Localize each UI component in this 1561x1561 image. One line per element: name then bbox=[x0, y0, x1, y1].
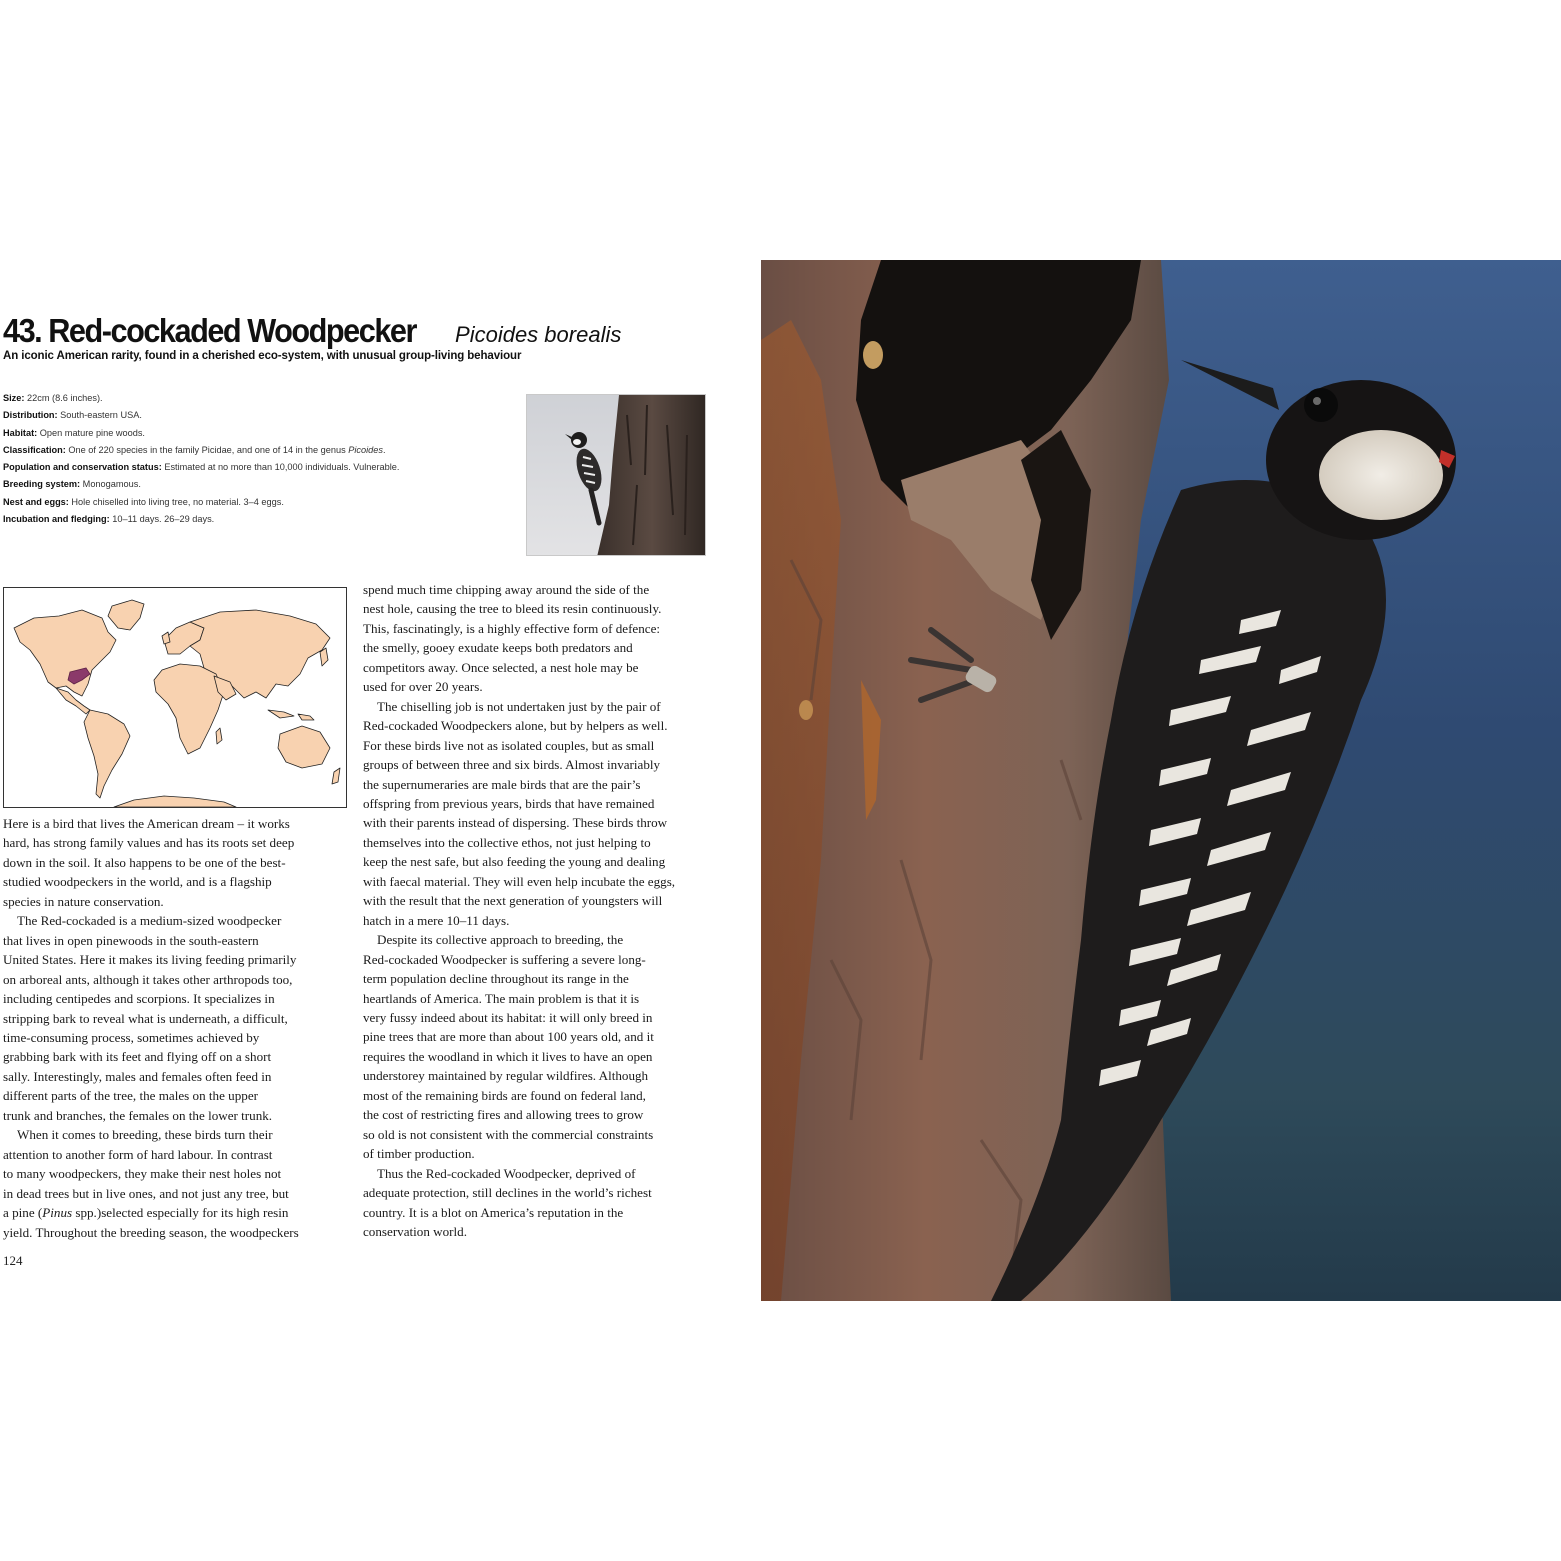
fact-value: 22cm (8.6 inches). bbox=[27, 393, 103, 403]
body-line: When it comes to breeding, these birds turn their bbox=[17, 1127, 273, 1143]
body-line: very fussy indeed about its habitat: it will only breed in bbox=[363, 1009, 653, 1025]
species-subtitle: An iconic American rarity, found in a cherished eco-system, with unusual group-living behaviour bbox=[3, 350, 522, 362]
left-page bbox=[0, 0, 760, 1561]
distribution-map bbox=[3, 587, 347, 808]
fact-label: Distribution: bbox=[3, 410, 58, 421]
body-line: country. It is a blot on America’s reputation in the bbox=[363, 1204, 624, 1220]
body-line: Red-cockaded Woodpeckers alone, but by helpers as well. bbox=[363, 718, 668, 734]
body-line: on arboreal ants, although it takes other arthropods too, bbox=[3, 971, 293, 987]
page-number: 124 bbox=[3, 1253, 23, 1268]
fact-label: Incubation and fledging: bbox=[3, 514, 110, 525]
fact-habitat bbox=[3, 425, 513, 442]
body-line: spend much time chipping away around the side of the bbox=[363, 582, 650, 597]
body-line bbox=[3, 1203, 341, 1222]
body-line: so old is not consistent with the commercial constraints bbox=[363, 1126, 654, 1142]
body-line: that lives in open pinewoods in the south-eastern bbox=[3, 932, 259, 948]
body-line: Here is a bird that lives the American dream – it works bbox=[3, 816, 290, 831]
fact-size bbox=[3, 390, 513, 407]
fact-label: Classification: bbox=[3, 444, 66, 455]
body-line: the smelly, gooey exudate keeps both predators and bbox=[363, 640, 633, 656]
body-line: attention to another form of hard labour. In contrast bbox=[3, 1146, 273, 1162]
body-line: hatch in a mere 10–11 days. bbox=[363, 912, 510, 928]
map-antarctica bbox=[114, 796, 236, 807]
body-line: with faecal material. They will even help incubate the eggs, bbox=[363, 873, 676, 889]
body-line: yield. Throughout the breeding season, the woodpeckers bbox=[3, 1224, 299, 1240]
fact-value: 10–11 days. 26–29 days. bbox=[112, 514, 215, 525]
fact-list bbox=[3, 390, 513, 528]
body-line: studied woodpeckers in the world, and is a flagship bbox=[3, 874, 272, 890]
body-line: Red-cockaded Woodpecker is suffering a severe long- bbox=[363, 951, 646, 967]
body-line: the supernumeraries are male birds that are the pair’s bbox=[363, 776, 641, 792]
body-line: hard, has strong family values and has its roots set deep bbox=[3, 835, 295, 851]
body-line: keep the nest safe, but also feeding the young and dealing bbox=[363, 854, 666, 870]
fact-value: One of 220 species in the family Picidae, and one of 14 in the genus bbox=[68, 444, 349, 455]
body-line: heartlands of America. The main problem is that it is bbox=[363, 990, 640, 1006]
body-line: Thus the Red-cockaded Woodpecker, deprived of bbox=[377, 1165, 636, 1181]
fact-incubation bbox=[3, 511, 513, 528]
fact-label: Breeding system: bbox=[3, 479, 81, 490]
body-line: time-consuming process, sometimes achieved by bbox=[3, 1029, 260, 1045]
body-line: The Red-cockaded is a medium-sized woodpecker bbox=[17, 913, 282, 929]
body-line: with their parents instead of dispersing. These birds throw bbox=[363, 815, 668, 831]
body-line-part: spp.)selected especially for its high resin bbox=[72, 1205, 289, 1221]
map-south-america bbox=[84, 710, 130, 798]
body-line: trunk and branches, the females on the lower trunk. bbox=[3, 1107, 273, 1123]
body-line: stripping bark to reveal what is underneath, a difficult, bbox=[3, 1010, 288, 1026]
fact-value: Estimated at no more than 10,000 individuals. Vulnerable. bbox=[164, 462, 400, 473]
fact-value: Monogamous. bbox=[82, 479, 141, 490]
woodpecker-main-photo bbox=[761, 260, 1561, 1301]
body-line: term population decline throughout its range in the bbox=[363, 971, 629, 987]
body-line: offspring from previous years, birds that have remained bbox=[363, 795, 655, 811]
fact-distribution bbox=[3, 407, 513, 424]
body-line: most of the remaining birds are found on federal land, bbox=[363, 1087, 646, 1103]
fact-tail: . bbox=[383, 444, 386, 455]
woodpecker-thumbnail-photo bbox=[526, 394, 706, 556]
body-line: species in nature conservation. bbox=[3, 893, 164, 909]
body-line: grabbing bark with its feet and flying off on a short bbox=[3, 1049, 272, 1065]
body-line: nest hole, causing the tree to bleed its resin continuously. bbox=[363, 601, 662, 617]
body-line: This, fascinatingly, is a highly effective form of defence: bbox=[363, 620, 661, 636]
fact-label: Nest and eggs: bbox=[3, 496, 69, 507]
body-line: in dead trees but in live ones, and not just any tree, but bbox=[3, 1185, 289, 1201]
fact-value: Hole chiselled into living tree, no material. 3–4 eggs. bbox=[71, 496, 284, 507]
fact-breeding bbox=[3, 476, 513, 493]
body-line: For these birds live not as isolated couples, but as small bbox=[363, 737, 655, 753]
fact-genus: Picoides bbox=[348, 444, 383, 455]
fact-value: Open mature pine woods. bbox=[39, 427, 145, 438]
body-text-column-2 bbox=[363, 580, 703, 1241]
body-line: of timber production. bbox=[363, 1146, 475, 1162]
map-australia bbox=[278, 726, 330, 768]
body-line: understorey maintained by regular wildfires. Although bbox=[363, 1068, 649, 1084]
fact-nest bbox=[3, 494, 513, 511]
body-line: sally. Interestingly, males and females often feed in bbox=[3, 1068, 272, 1084]
fact-population bbox=[3, 459, 513, 476]
body-line: to many woodpeckers, they make their nest holes not bbox=[3, 1166, 282, 1182]
body-line: Despite its collective approach to breeding, the bbox=[377, 932, 624, 948]
body-line: conservation world. bbox=[363, 1223, 467, 1239]
body-text-column-1 bbox=[3, 814, 341, 1242]
fact-label: Size: bbox=[3, 393, 25, 403]
map-central-america bbox=[56, 688, 90, 714]
body-line-part: a pine ( bbox=[3, 1205, 43, 1221]
body-line: with the result that the next generation of youngsters will bbox=[363, 893, 663, 909]
body-line: used for over 20 years. bbox=[363, 679, 483, 695]
genus-pinus: Pinus bbox=[42, 1205, 73, 1221]
fact-label: Population and conservation status: bbox=[3, 462, 162, 473]
species-heading bbox=[3, 312, 743, 350]
body-line: pine trees that are more than about 100 years old, and it bbox=[363, 1029, 654, 1045]
body-line: The chiselling job is not undertaken just by the pair of bbox=[377, 698, 661, 714]
body-line: adequate protection, still declines in the world’s richest bbox=[363, 1185, 652, 1201]
fact-label: Habitat: bbox=[3, 427, 38, 438]
fact-value: South-eastern USA. bbox=[60, 410, 142, 421]
body-line: down in the soil. It also happens to be one of the best- bbox=[3, 854, 286, 870]
body-line: United States. Here it makes its living feeding primarily bbox=[3, 952, 297, 968]
fact-classification bbox=[3, 442, 513, 459]
scientific-name: Picoides borealis bbox=[455, 322, 622, 347]
body-line: requires the woodland in which it lives to have an open bbox=[363, 1048, 653, 1064]
body-line: different parts of the tree, the males on the upper bbox=[3, 1088, 258, 1104]
map-greenland bbox=[108, 600, 144, 630]
map-africa bbox=[154, 664, 224, 754]
species-title: 43. Red-cockaded Woodpecker bbox=[3, 312, 416, 349]
body-line: including centipedes and scorpions. It specializes in bbox=[3, 991, 275, 1007]
map-north-america bbox=[14, 610, 116, 696]
body-line: the cost of restricting fires and allowing trees to grow bbox=[363, 1107, 644, 1123]
body-line: themselves into the collective ethos, not just helping to bbox=[363, 834, 651, 850]
body-line: groups of between three and six birds. Almost invariably bbox=[363, 757, 661, 773]
body-line: competitors away. Once selected, a nest hole may be bbox=[363, 659, 639, 675]
